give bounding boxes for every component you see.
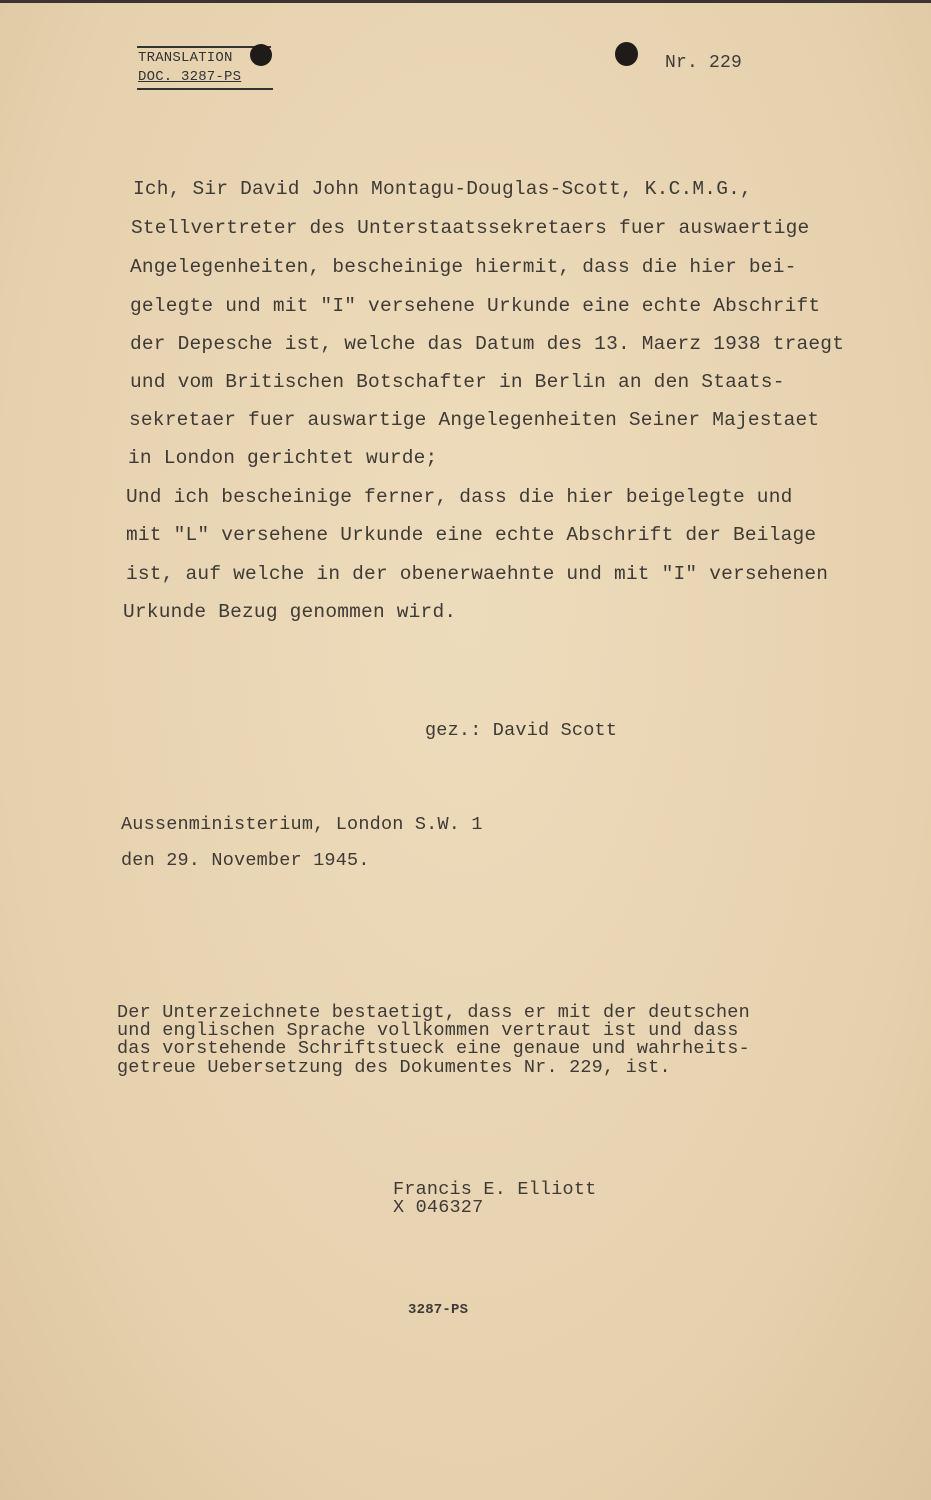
header-rule-bottom (137, 88, 273, 90)
translator-note-line: Der Unterzeichnete bestaetigt, dass er mit der deutschen (117, 1002, 750, 1023)
punch-hole-left (250, 44, 272, 66)
certificate-line: der Depesche ist, welche das Datum des 13. Maerz 1938 traegt (130, 333, 845, 355)
certificate-line: ist, auf welche in der obenerwaehnte und mit "I" versehenen (126, 563, 829, 585)
punch-hole-right (615, 42, 638, 66)
translator-id: X 046327 (393, 1197, 484, 1218)
certificate-line: und vom Britischen Botschafter in Berlin an den Staats- (130, 371, 785, 393)
document-number: Nr. 229 (665, 53, 743, 73)
footer-doc-reference: 3287-PS (408, 1302, 469, 1318)
date-line: den 29. November 1945. (121, 850, 370, 871)
certificate-line: Und ich bescheinige ferner, dass die hier beigelegte und (126, 486, 793, 508)
certificate-line: Urkunde Bezug genommen wird. (123, 601, 457, 623)
certificate-line: Stellvertreter des Unterstaatssekretaers fuer auswaertige (131, 217, 810, 239)
certificate-line: mit "L" versehene Urkunde eine echte Abschrift der Beilage (126, 524, 817, 546)
certificate-line: Ich, Sir David John Montagu-Douglas-Scott, K.C.M.G., (133, 178, 752, 200)
translator-name: Francis E. Elliott (393, 1179, 597, 1200)
certificate-line: gelegte und mit "I" versehene Urkunde eine echte Abschrift (130, 295, 821, 317)
translation-label: TRANSLATION (138, 50, 233, 66)
page-top-edge (0, 0, 931, 3)
signature-line: gez.: David Scott (425, 720, 618, 741)
header-rule-top (137, 46, 271, 48)
certificate-line: in London gerichtet wurde; (128, 447, 438, 469)
certificate-line: sekretaer fuer auswartige Angelegenheiten Seiner Majestaet (129, 409, 820, 431)
translator-note-line: getreue Uebersetzung des Dokumentes Nr. 229, ist. (117, 1057, 671, 1078)
translator-note-line: das vorstehende Schriftstueck eine genaue und wahrheits- (117, 1038, 750, 1059)
certificate-line: Angelegenheiten, bescheinige hiermit, dass die hier bei- (130, 256, 797, 278)
translator-note-line: und englischen Sprache vollkommen vertraut ist und dass (117, 1020, 739, 1041)
place-line: Aussenministerium, London S.W. 1 (121, 814, 483, 835)
doc-reference: DOC. 3287-PS (138, 69, 242, 85)
